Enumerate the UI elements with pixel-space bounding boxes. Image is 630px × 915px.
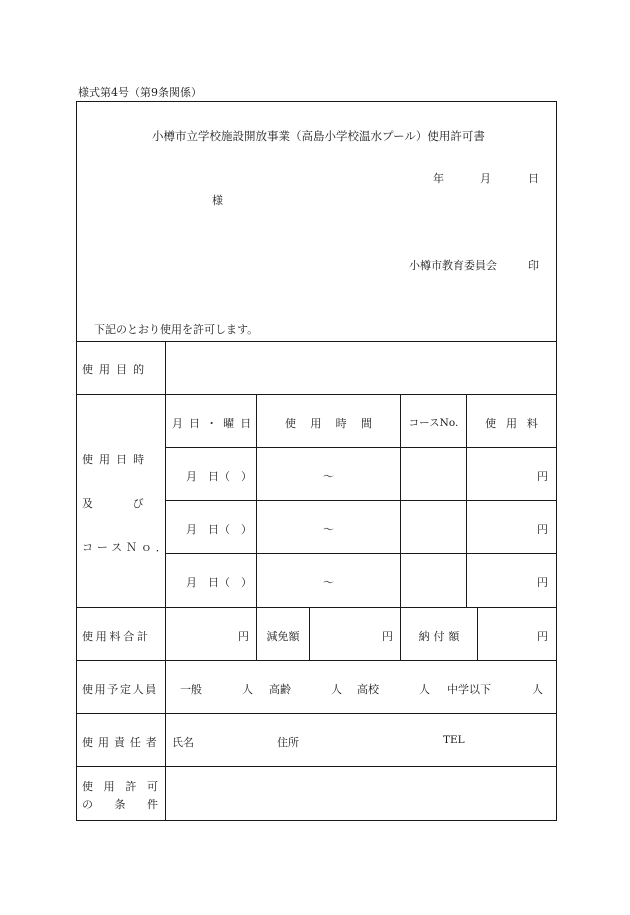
col-date-header: 月日・曜日 xyxy=(172,417,258,430)
attendee-count[interactable]: 人 xyxy=(331,683,342,696)
form-title: 小樽市立学校施設開放事業（高島小学校温水プール）使用許可書 xyxy=(152,129,485,143)
permission-statement: 下記のとおり使用を許可します。 xyxy=(94,323,259,336)
total-label: 使用料合計 xyxy=(82,630,151,643)
reduction-field[interactable]: 円 xyxy=(382,630,393,643)
attendee-category: 中学以下 xyxy=(447,683,491,696)
purpose-label: 使用目的 xyxy=(82,363,151,376)
schedule-time[interactable]: ～ xyxy=(323,523,334,536)
schedule-course-field[interactable] xyxy=(401,554,466,606)
purpose-field[interactable] xyxy=(166,342,555,394)
payment-field[interactable]: 円 xyxy=(537,630,548,643)
issuer-name: 小樽市教育委員会 xyxy=(409,259,497,272)
schedule-date[interactable]: 月 日（ ） xyxy=(186,523,252,536)
seal-mark: 印 xyxy=(528,259,539,272)
tel-field[interactable] xyxy=(466,716,552,762)
payment-label: 納付額 xyxy=(418,630,464,643)
schedule-course-field[interactable] xyxy=(401,448,466,500)
schedule-fee[interactable]: 円 xyxy=(537,470,548,483)
schedule-time[interactable]: ～ xyxy=(323,470,334,483)
conditions-field[interactable] xyxy=(166,767,555,820)
attendee-count[interactable]: 人 xyxy=(532,683,543,696)
reduction-label: 減免額 xyxy=(266,630,300,643)
attendee-count[interactable]: 人 xyxy=(242,683,253,696)
conditions-label-line2: の条件 xyxy=(82,798,158,811)
date-month: 月 xyxy=(480,172,491,185)
form-number: 様式第4号（第9条関係） xyxy=(78,86,202,99)
schedule-label-line3: コースＮｏ． xyxy=(82,541,171,554)
schedule-date[interactable]: 月 日（ ） xyxy=(186,576,252,589)
total-fee-field[interactable]: 円 xyxy=(238,630,249,643)
schedule-fee[interactable]: 円 xyxy=(537,523,548,536)
attendee-category: 高齢 xyxy=(269,683,291,696)
schedule-course-field[interactable] xyxy=(401,501,466,553)
schedule-label-line2 xyxy=(82,495,184,511)
name-field[interactable] xyxy=(196,716,271,762)
addressee-suffix: 様 xyxy=(212,194,223,207)
address-field[interactable] xyxy=(302,716,437,762)
schedule-label-and: 及び xyxy=(82,497,184,510)
schedule-fee[interactable]: 円 xyxy=(537,576,548,589)
schedule-label-line1: 使用日時 xyxy=(82,453,151,466)
attendee-category: 一般 xyxy=(180,683,202,696)
col-course-header: コースNo. xyxy=(408,417,459,429)
col-fee-header: 使用料 xyxy=(485,417,548,430)
conditions-label-line1: 使用許可 xyxy=(82,780,158,793)
tel-label: TEL xyxy=(443,734,465,746)
name-label: 氏名 xyxy=(172,736,194,749)
date-day: 日 xyxy=(528,172,539,185)
col-time-header: 使用時間 xyxy=(285,417,387,430)
responsible-label: 使用責任者 xyxy=(82,736,162,749)
schedule-time[interactable]: ～ xyxy=(323,576,334,589)
date-year: 年 xyxy=(433,172,444,185)
attendees-label: 使用予定人員 xyxy=(82,683,158,696)
attendee-count[interactable]: 人 xyxy=(419,683,430,696)
address-label: 住所 xyxy=(277,736,299,749)
schedule-date[interactable]: 月 日（ ） xyxy=(186,470,252,483)
attendee-category: 高校 xyxy=(357,683,379,696)
